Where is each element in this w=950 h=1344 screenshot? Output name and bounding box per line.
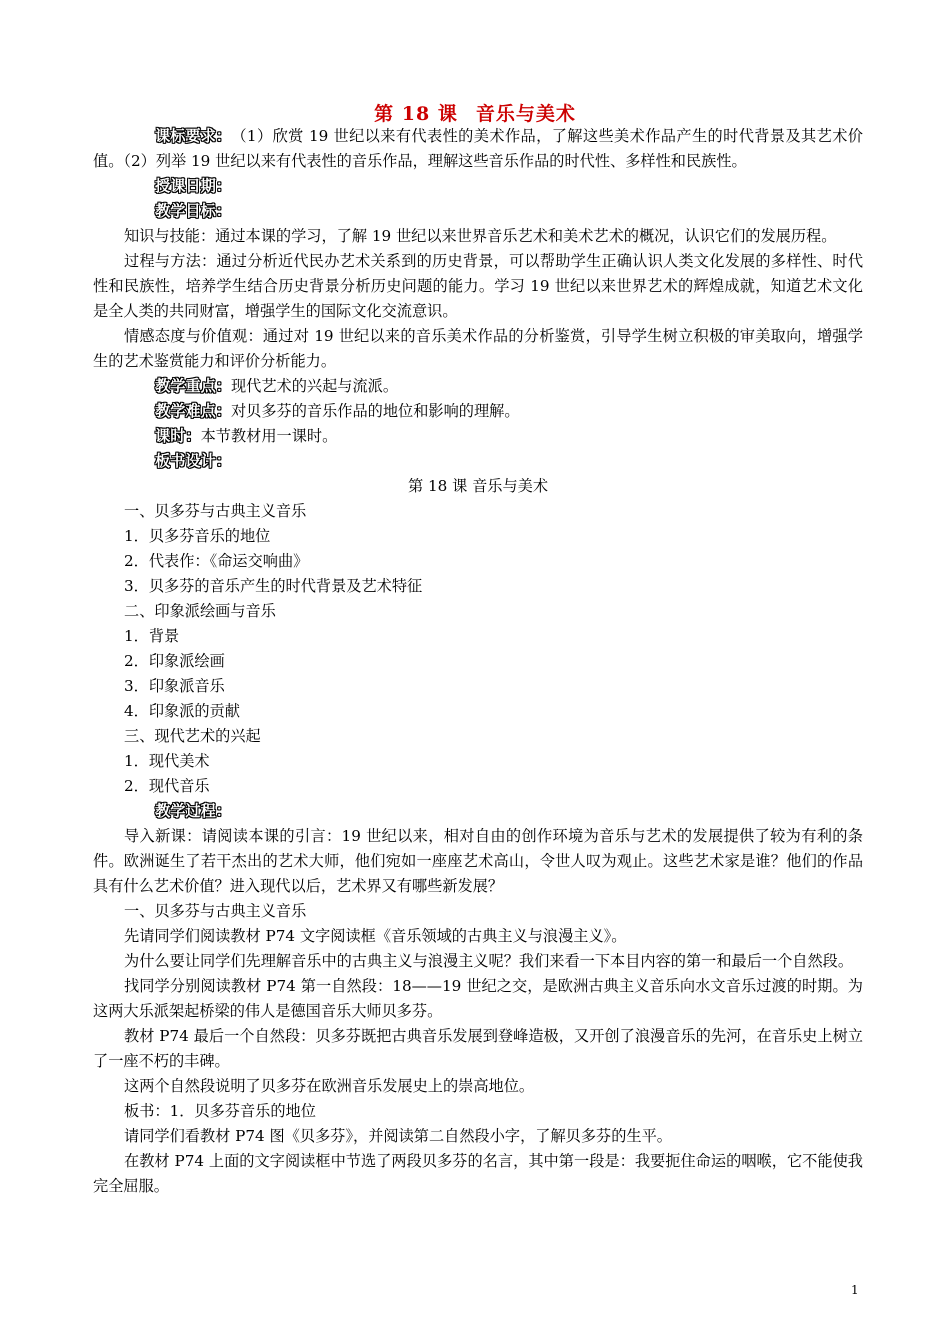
board-line: 1．背景 xyxy=(124,627,180,645)
standard-label: 课标要求： xyxy=(155,127,231,145)
process-paragraph: 先请同学们阅读教材 P74 文字阅读框《音乐领域的古典主义与浪漫主义》。 xyxy=(124,927,627,945)
board-line: 三、现代艺术的兴起 xyxy=(124,727,261,745)
board-line: 3．贝多芬的音乐产生的时代背景及艺术特征 xyxy=(124,577,423,595)
board-label: 板书设计： xyxy=(155,452,231,470)
board-line: 二、印象派绘画与音乐 xyxy=(124,602,276,620)
difficulty xyxy=(93,399,863,424)
board-line: 4．印象派的贡献 xyxy=(124,702,240,720)
curriculum-standard xyxy=(93,124,863,174)
board-line: 2．印象派绘画 xyxy=(124,652,225,670)
lesson-name: 音乐与美术 xyxy=(475,103,576,125)
goal-emotion: 情感态度与价值观：通过对 19 世纪以来的音乐美术作品的分析鉴赏，引导学生树立积极的审美取向，增强学生的艺术鉴赏能力和评价分析能力。 xyxy=(93,327,863,370)
board-design-heading xyxy=(93,449,863,474)
period-label: 课时： xyxy=(155,427,201,445)
process-paragraph: 请同学们看教材 P74 图《贝多芬》，并阅读第二自然段小字，了解贝多芬的生平。 xyxy=(124,1127,672,1145)
standard-text: （1）欣赏 19 世纪以来有代表性的美术作品，了解这些美术作品产生的时代背景及其艺术价值。（2）列举 19 世纪以来有代表性的音乐作品，理解这些音乐作品的时代性、多样性和民族性。 xyxy=(93,127,863,170)
board-title: 第 18 课 音乐与美术 xyxy=(407,477,549,495)
teaching-process-heading xyxy=(93,799,863,824)
class-period xyxy=(93,424,863,449)
goal-process: 过程与方法：通过分析近代民办艺术关系到的历史背景，可以帮助学生正确认识人类文化发展的多样性、时代性和民族性，培养学生结合历史背景分析历史问题的能力。学习 19 世纪以来世界艺术的辉煌成就，知道艺术文化是全人类的共同财富，增强学生的国际文化交流意识。 xyxy=(93,252,863,320)
process-paragraph: 为什么要让同学们先理解音乐中的古典主义与浪漫主义呢？我们来看一下本目内容的第一和最后一个自然段。 xyxy=(124,952,853,970)
lesson-title xyxy=(0,99,950,126)
process-paragraph: 找同学分别阅读教材 P74 第一自然段：18——19 世纪之交，是欧洲古典主义音乐向水文音乐过渡的时期。为这两大乐派架起桥梁的伟人是德国音乐大师贝多芬。 xyxy=(93,977,863,1020)
board-line: 1．现代美术 xyxy=(124,752,210,770)
goal-label: 教学目标： xyxy=(155,202,231,220)
process-paragraph: 导入新课：请阅读本课的引言：19 世纪以来，相对自由的创作环境为音乐与艺术的发展提供了较为有利的条件。欧洲诞生了若干杰出的艺术大师，他们宛如一座座艺术高山，令世人叹为观止。这些艺术家是谁？他们的作品具有什么艺术价值？进入现代以后，艺术界又有哪些新发展？ xyxy=(93,827,863,895)
lesson-number: 第 18 课 xyxy=(374,103,458,125)
board-line: 1．贝多芬音乐的地位 xyxy=(124,527,271,545)
teaching-date xyxy=(93,174,863,199)
key-point xyxy=(93,374,863,399)
difficulty-text: 对贝多芬的音乐作品的地位和影响的理解。 xyxy=(230,402,520,420)
goal-knowledge: 知识与技能：通过本课的学习，了解 19 世纪以来世界音乐艺术和美术艺术的概况，认识它们的发展历程。 xyxy=(124,227,837,245)
page-number: 1 xyxy=(851,1283,859,1297)
process-paragraph: 一、贝多芬与古典主义音乐 xyxy=(124,902,307,920)
teaching-goals-heading xyxy=(93,199,863,224)
document-body xyxy=(93,124,863,1199)
key-point-text: 现代艺术的兴起与流派。 xyxy=(230,377,398,395)
board-line: 一、贝多芬与古典主义音乐 xyxy=(124,502,307,520)
difficulty-label: 教学难点： xyxy=(155,402,231,420)
process-label: 教学过程： xyxy=(155,802,231,820)
board-line: 3．印象派音乐 xyxy=(124,677,225,695)
period-text: 本节教材用一课时。 xyxy=(200,427,338,445)
process-paragraph: 这两个自然段说明了贝多芬在欧洲音乐发展史上的崇高地位。 xyxy=(124,1077,535,1095)
board-line: 2．代表作：《命运交响曲》 xyxy=(124,552,309,570)
process-paragraph: 在教材 P74 上面的文字阅读框中节选了两段贝多芬的名言，其中第一段是：我要扼住命运的咽喉，它不能使我完全屈服。 xyxy=(93,1152,863,1195)
board-line: 2．现代音乐 xyxy=(124,777,210,795)
date-label: 授课日期： xyxy=(155,177,231,195)
process-paragraph: 板书：1．贝多芬音乐的地位 xyxy=(124,1102,316,1120)
key-point-label: 教学重点： xyxy=(155,377,231,395)
process-paragraph: 教材 P74 最后一个自然段：贝多芬既把古典音乐发展到登峰造极，又开创了浪漫音乐的先河，在音乐史上树立了一座不朽的丰碑。 xyxy=(93,1027,863,1070)
